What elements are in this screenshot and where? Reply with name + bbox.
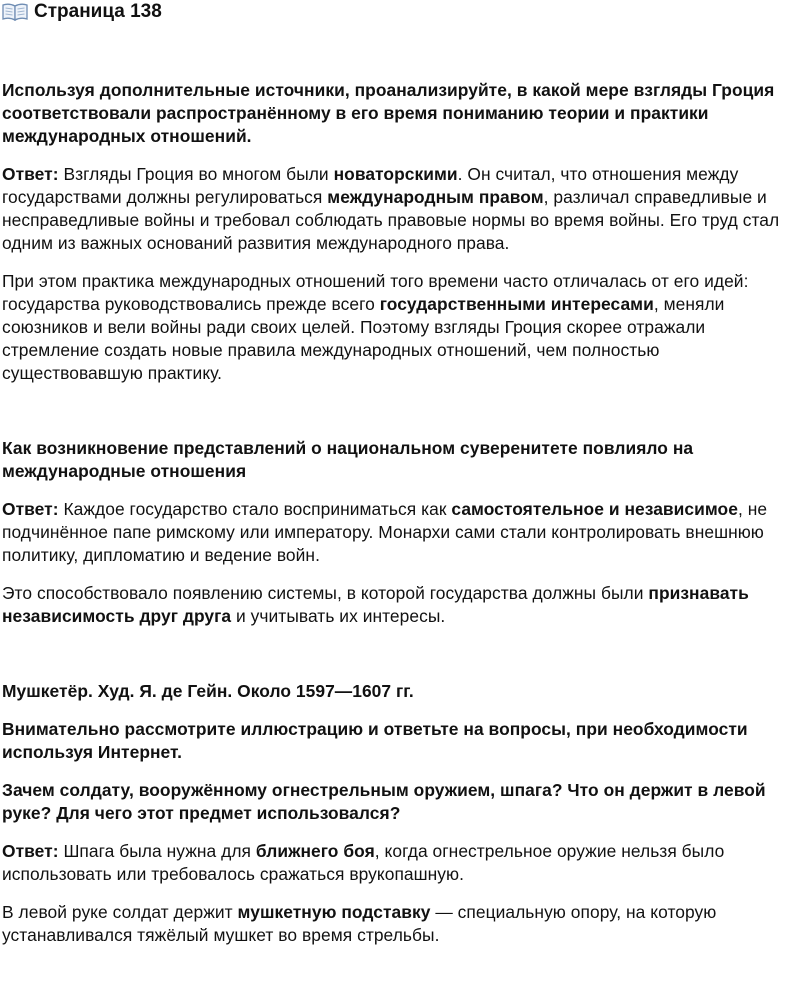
- page-title-text: Страница 138: [34, 1, 162, 22]
- question: Используя дополнительные источники, проанализируйте, в какой мере взгляды Гроция соответствовали распространённому в его время пониманию теории и практики международных отношений.: [2, 80, 775, 146]
- emphasis: признавать независимость друг друга: [2, 583, 749, 626]
- section-grotius: [2, 79, 792, 385]
- answer-label: Ответ:: [2, 841, 59, 861]
- answer-paragraph: Ответ: Каждое государство стало восприниматься как самостоятельное и независимое, не подчинённое папе римскому или императору. Монархи сами стали контролировать внешнюю политику, дипломатию и ведение войн.: [2, 499, 768, 565]
- answer-paragraph: При этом практика международных отношений того времени часто отличалась от его идей: государства руководствовались прежде всего государственными интересами, меняли союзников и вели войны ради своих целей. Поэтому взгляды Гроция скорее отражали стремление создать новые правила международных отношений, чем полностью существовавшую практику.: [2, 271, 749, 383]
- answer-label: Ответ:: [2, 499, 59, 519]
- open-book-icon: [2, 3, 28, 21]
- emphasis: самостоятельное и независимое: [451, 499, 738, 519]
- answer-paragraph: Ответ: Взгляды Гроция во многом были новаторскими. Он считал, что отношения между государствами должны регулироваться международным правом, различал справедливые и несправедливые войны и требовал соблюдать правовые нормы во время войны. Его труд стал одним из важных оснований развития международного права.: [2, 164, 780, 253]
- emphasis: ближнего боя: [255, 841, 375, 861]
- instruction: Внимательно рассмотрите иллюстрацию и ответьте на вопросы, при необходимости используя Интернет.: [2, 719, 748, 762]
- emphasis: новаторскими: [333, 164, 458, 184]
- question: Зачем солдату, вооружённому огнестрельным оружием, шпага? Что он держит в левой руке? Для чего этот предмет использовался?: [2, 780, 766, 823]
- answer-paragraph: В левой руке солдат держит мушкетную подставку — специальную опору, на которую устанавливался тяжёлый мушкет во время стрельбы.: [2, 902, 717, 945]
- section-sovereignty: [2, 437, 792, 628]
- question: Как возникновение представлений о национальном суверенитете повлияло на международные отношения: [2, 438, 694, 481]
- section-musketeer: [2, 680, 792, 947]
- emphasis: государственными интересами: [379, 294, 654, 314]
- answer-paragraph: Ответ: Шпага была нужна для ближнего боя, когда огнестрельное оружие нельзя было использовать или требовалось сражаться врукопашную.: [2, 841, 725, 884]
- illustration-caption: Мушкетёр. Худ. Я. де Гейн. Около 1597—1607 гг.: [2, 681, 414, 701]
- page-title: [2, 0, 792, 24]
- emphasis: мушкетную подставку: [237, 902, 431, 922]
- answer-label: Ответ:: [2, 164, 59, 184]
- answer-paragraph: Это способствовало появлению системы, в которой государства должны были признавать независимость друг друга и учитывать их интересы.: [2, 583, 749, 626]
- emphasis: международным правом: [327, 187, 544, 207]
